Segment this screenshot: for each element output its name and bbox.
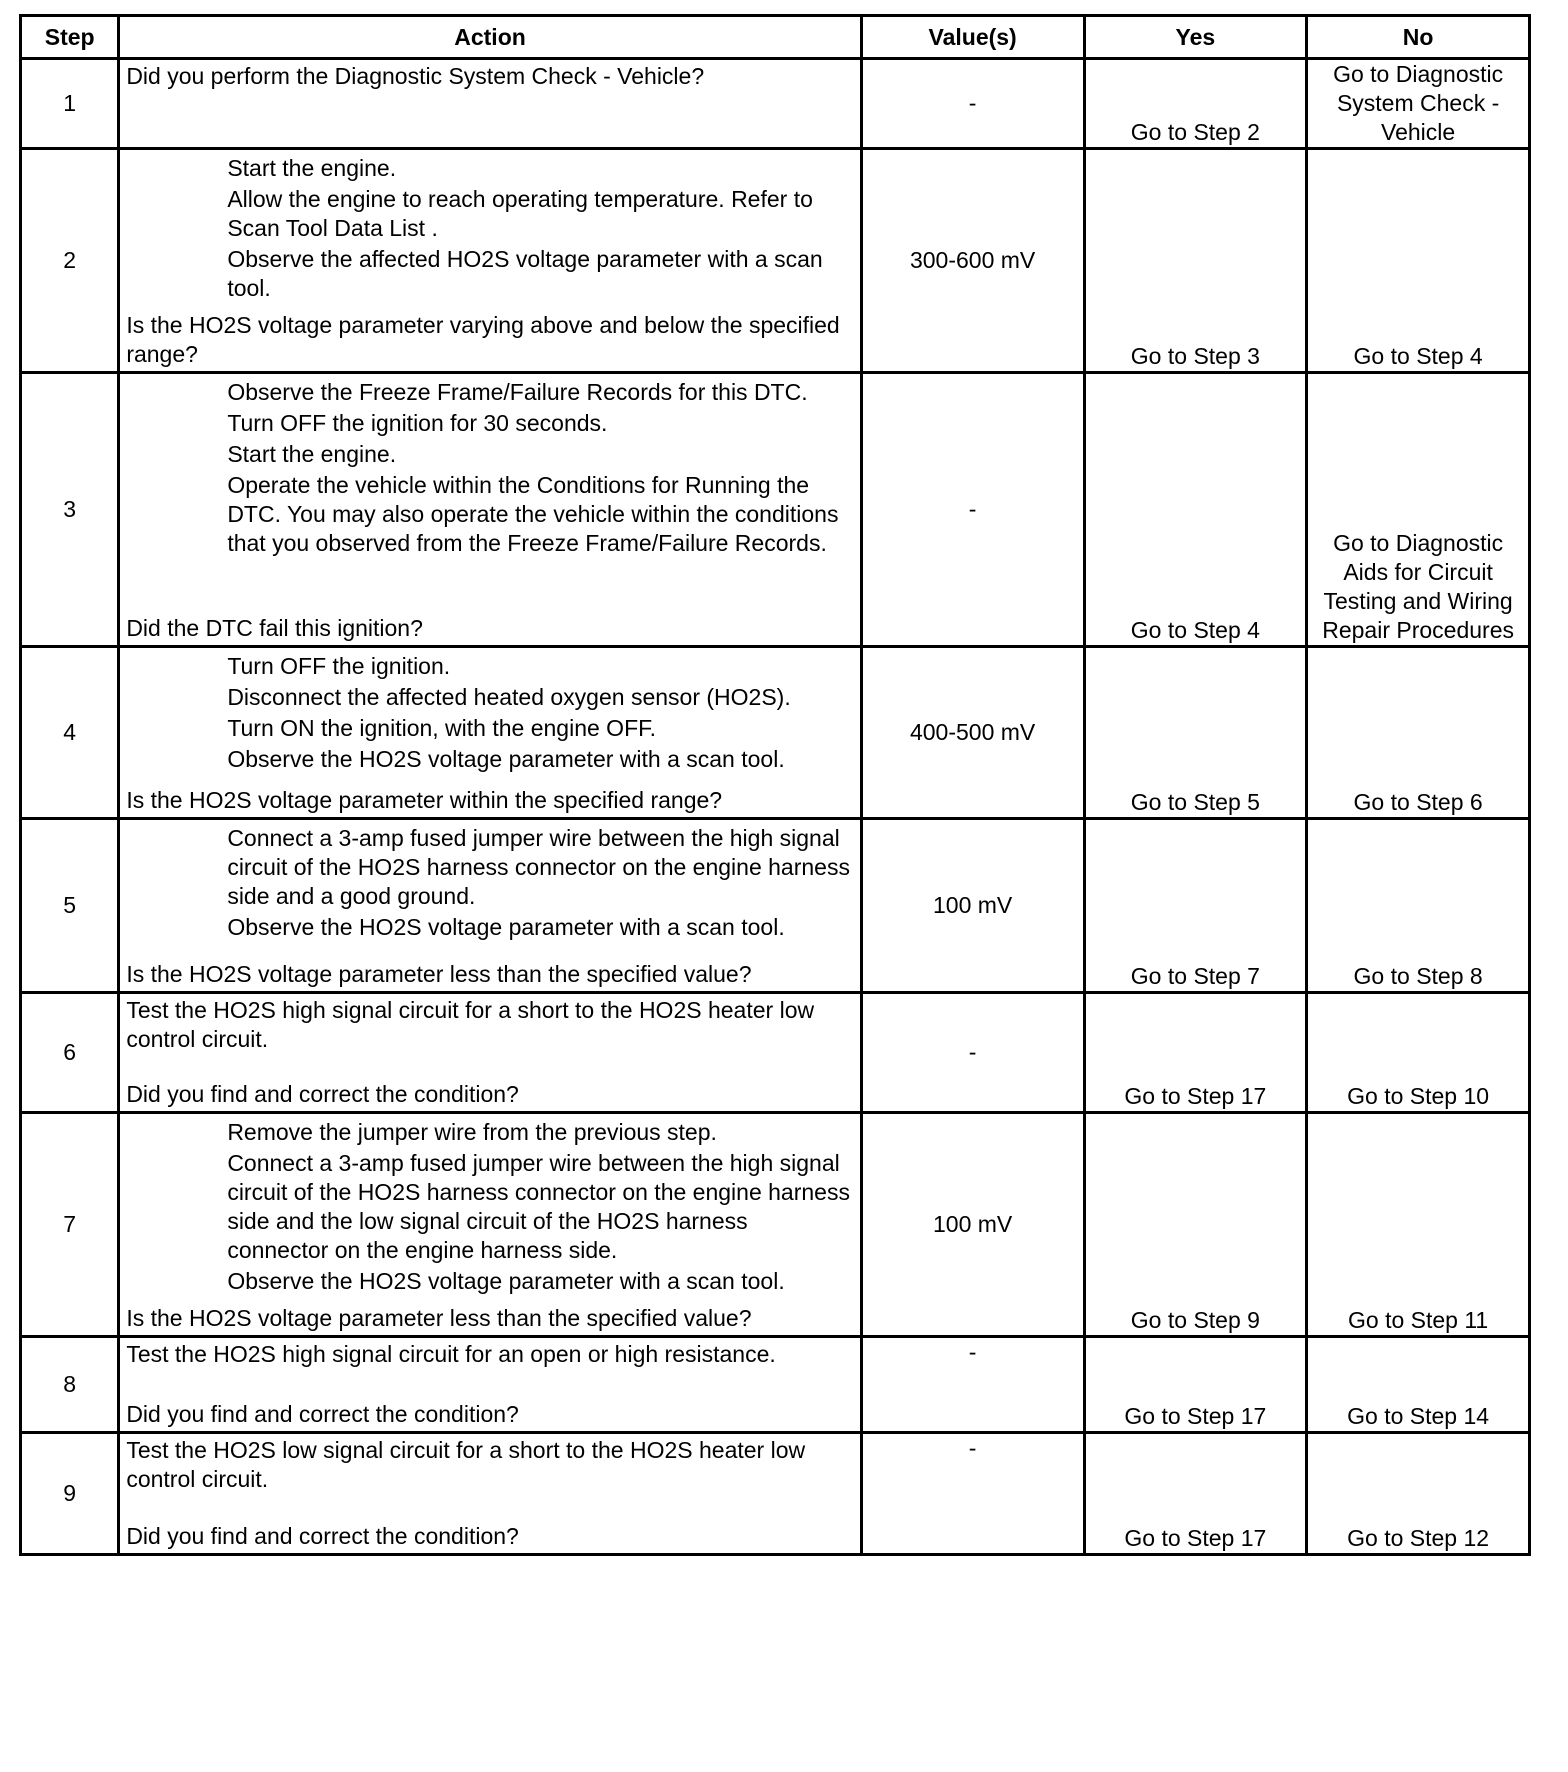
table-row bbox=[21, 819, 1530, 993]
action-content bbox=[120, 1338, 859, 1431]
no-cell: Go to Diagnostic Aids for Circuit Testing and Wiring Repair Procedures bbox=[1307, 373, 1530, 647]
action-cell bbox=[119, 1113, 861, 1337]
step-number: 5 bbox=[21, 819, 119, 993]
action-instruction: Observe the affected HO2S voltage parameter with a scan tool. bbox=[227, 246, 823, 301]
action-content bbox=[120, 994, 859, 1111]
no-cell: Go to Diagnostic System Check - Vehicle bbox=[1307, 59, 1530, 149]
action-instruction: Disconnect the affected heated oxygen sensor (HO2S). bbox=[227, 684, 791, 710]
step-number: 6 bbox=[21, 993, 119, 1113]
value-cell: 100 mV bbox=[861, 819, 1084, 993]
action-question: Is the HO2S voltage parameter less than the specified value? bbox=[126, 961, 752, 987]
action-text: Test the HO2S high signal circuit for a short to the HO2S heater low control circuit. bbox=[126, 997, 815, 1052]
yes-cell: Go to Step 9 bbox=[1084, 1113, 1307, 1337]
step-number: 9 bbox=[21, 1433, 119, 1555]
action-text: Did you perform the Diagnostic System Check - Vehicle? bbox=[126, 63, 705, 89]
no-cell: Go to Step 8 bbox=[1307, 819, 1530, 993]
action-instruction: Turn OFF the ignition. bbox=[227, 653, 451, 679]
action-instruction: Observe the Freeze Frame/Failure Records for this DTC. bbox=[227, 379, 808, 405]
action-cell bbox=[119, 1433, 861, 1555]
action-cell bbox=[119, 993, 861, 1113]
value-cell: - bbox=[861, 59, 1084, 149]
diagnostic-table bbox=[19, 14, 1531, 1556]
action-top bbox=[126, 1436, 853, 1494]
action-top bbox=[126, 62, 853, 91]
action-cell bbox=[119, 647, 861, 819]
action-top bbox=[126, 376, 853, 558]
action-top bbox=[126, 1340, 853, 1369]
action-text: Test the HO2S high signal circuit for an open or high resistance. bbox=[126, 1341, 776, 1367]
yes-cell: Go to Step 17 bbox=[1084, 1433, 1307, 1555]
action-top bbox=[126, 650, 853, 774]
action-instruction: Start the engine. bbox=[227, 441, 397, 467]
action-question: Did you find and correct the condition? bbox=[126, 1401, 519, 1427]
header-values: Value(s) bbox=[861, 16, 1084, 59]
action-instruction: Operate the vehicle within the Conditions for Running the DTC. You may also operate the vehicle within the conditions that you observed from the Freeze Frame/Failure Records. bbox=[227, 472, 839, 556]
action-instruction: Observe the HO2S voltage parameter with a scan tool. bbox=[227, 1268, 785, 1294]
action-top bbox=[126, 822, 853, 942]
step-number: 2 bbox=[21, 149, 119, 373]
step-number: 8 bbox=[21, 1337, 119, 1433]
header-step: Step bbox=[21, 16, 119, 59]
yes-cell: Go to Step 2 bbox=[1084, 59, 1307, 149]
value-cell: - bbox=[861, 1337, 1084, 1433]
no-cell: Go to Step 4 bbox=[1307, 149, 1530, 373]
no-cell: Go to Step 10 bbox=[1307, 993, 1530, 1113]
value-cell: - bbox=[861, 373, 1084, 647]
action-content bbox=[120, 820, 859, 991]
value-cell: 100 mV bbox=[861, 1113, 1084, 1337]
action-cell bbox=[119, 373, 861, 647]
action-cell bbox=[119, 149, 861, 373]
no-cell: Go to Step 11 bbox=[1307, 1113, 1530, 1337]
action-content bbox=[120, 648, 859, 817]
action-question: Is the HO2S voltage parameter within the specified range? bbox=[126, 787, 723, 813]
action-instruction: Connect a 3-amp fused jumper wire between the high signal circuit of the HO2S harness connector on the engine harness side and the low signal circuit of the HO2S harness connector on the engine harness side. bbox=[227, 1150, 850, 1263]
action-cell bbox=[119, 1337, 861, 1433]
action-question: Is the HO2S voltage parameter varying above and below the specified range? bbox=[126, 312, 840, 367]
header-yes: Yes bbox=[1084, 16, 1307, 59]
header-action: Action bbox=[119, 16, 861, 59]
action-instruction: Observe the HO2S voltage parameter with a scan tool. bbox=[227, 914, 785, 940]
action-content bbox=[120, 150, 859, 371]
no-cell: Go to Step 14 bbox=[1307, 1337, 1530, 1433]
action-text: Test the HO2S low signal circuit for a short to the HO2S heater low control circuit. bbox=[126, 1437, 806, 1492]
value-cell: - bbox=[861, 993, 1084, 1113]
table-row bbox=[21, 149, 1530, 373]
action-question: Did the DTC fail this ignition? bbox=[126, 615, 423, 641]
step-number: 7 bbox=[21, 1113, 119, 1337]
action-instruction: Connect a 3-amp fused jumper wire between the high signal circuit of the HO2S harness connector on the engine harness side and a good ground. bbox=[227, 825, 850, 909]
action-instruction: Start the engine. bbox=[227, 155, 397, 181]
table-row bbox=[21, 993, 1530, 1113]
action-content bbox=[120, 1434, 859, 1553]
header-no: No bbox=[1307, 16, 1530, 59]
action-cell bbox=[119, 819, 861, 993]
no-cell: Go to Step 12 bbox=[1307, 1433, 1530, 1555]
action-cell bbox=[119, 59, 861, 149]
action-content bbox=[120, 374, 859, 645]
table-row bbox=[21, 1113, 1530, 1337]
yes-cell: Go to Step 7 bbox=[1084, 819, 1307, 993]
yes-cell: Go to Step 5 bbox=[1084, 647, 1307, 819]
table-body bbox=[21, 59, 1530, 1555]
action-instruction: Turn ON the ignition, with the engine OFF. bbox=[227, 715, 657, 741]
action-instruction: Allow the engine to reach operating temperature. Refer to Scan Tool Data List . bbox=[227, 186, 813, 241]
value-cell: 300-600 mV bbox=[861, 149, 1084, 373]
step-number: 3 bbox=[21, 373, 119, 647]
table-row bbox=[21, 1433, 1530, 1555]
action-instruction: Remove the jumper wire from the previous step. bbox=[227, 1119, 717, 1145]
yes-cell: Go to Step 17 bbox=[1084, 1337, 1307, 1433]
action-top bbox=[126, 152, 853, 303]
yes-cell: Go to Step 17 bbox=[1084, 993, 1307, 1113]
header-row bbox=[21, 16, 1530, 59]
action-top bbox=[126, 1116, 853, 1296]
yes-cell: Go to Step 3 bbox=[1084, 149, 1307, 373]
step-number: 1 bbox=[21, 59, 119, 149]
table-row bbox=[21, 1337, 1530, 1433]
no-cell: Go to Step 6 bbox=[1307, 647, 1530, 819]
action-instruction: Observe the HO2S voltage parameter with a scan tool. bbox=[227, 746, 785, 772]
action-top bbox=[126, 996, 853, 1054]
action-question: Did you find and correct the condition? bbox=[126, 1081, 519, 1107]
value-cell: - bbox=[861, 1433, 1084, 1555]
table-row bbox=[21, 59, 1530, 149]
step-number: 4 bbox=[21, 647, 119, 819]
action-content bbox=[120, 60, 859, 143]
action-instruction: Turn OFF the ignition for 30 seconds. bbox=[227, 410, 608, 436]
action-question: Did you find and correct the condition? bbox=[126, 1523, 519, 1549]
action-content bbox=[120, 1114, 859, 1335]
value-cell: 400-500 mV bbox=[861, 647, 1084, 819]
action-question: Is the HO2S voltage parameter less than the specified value? bbox=[126, 1305, 752, 1331]
yes-cell: Go to Step 4 bbox=[1084, 373, 1307, 647]
table-row bbox=[21, 373, 1530, 647]
table-row bbox=[21, 647, 1530, 819]
